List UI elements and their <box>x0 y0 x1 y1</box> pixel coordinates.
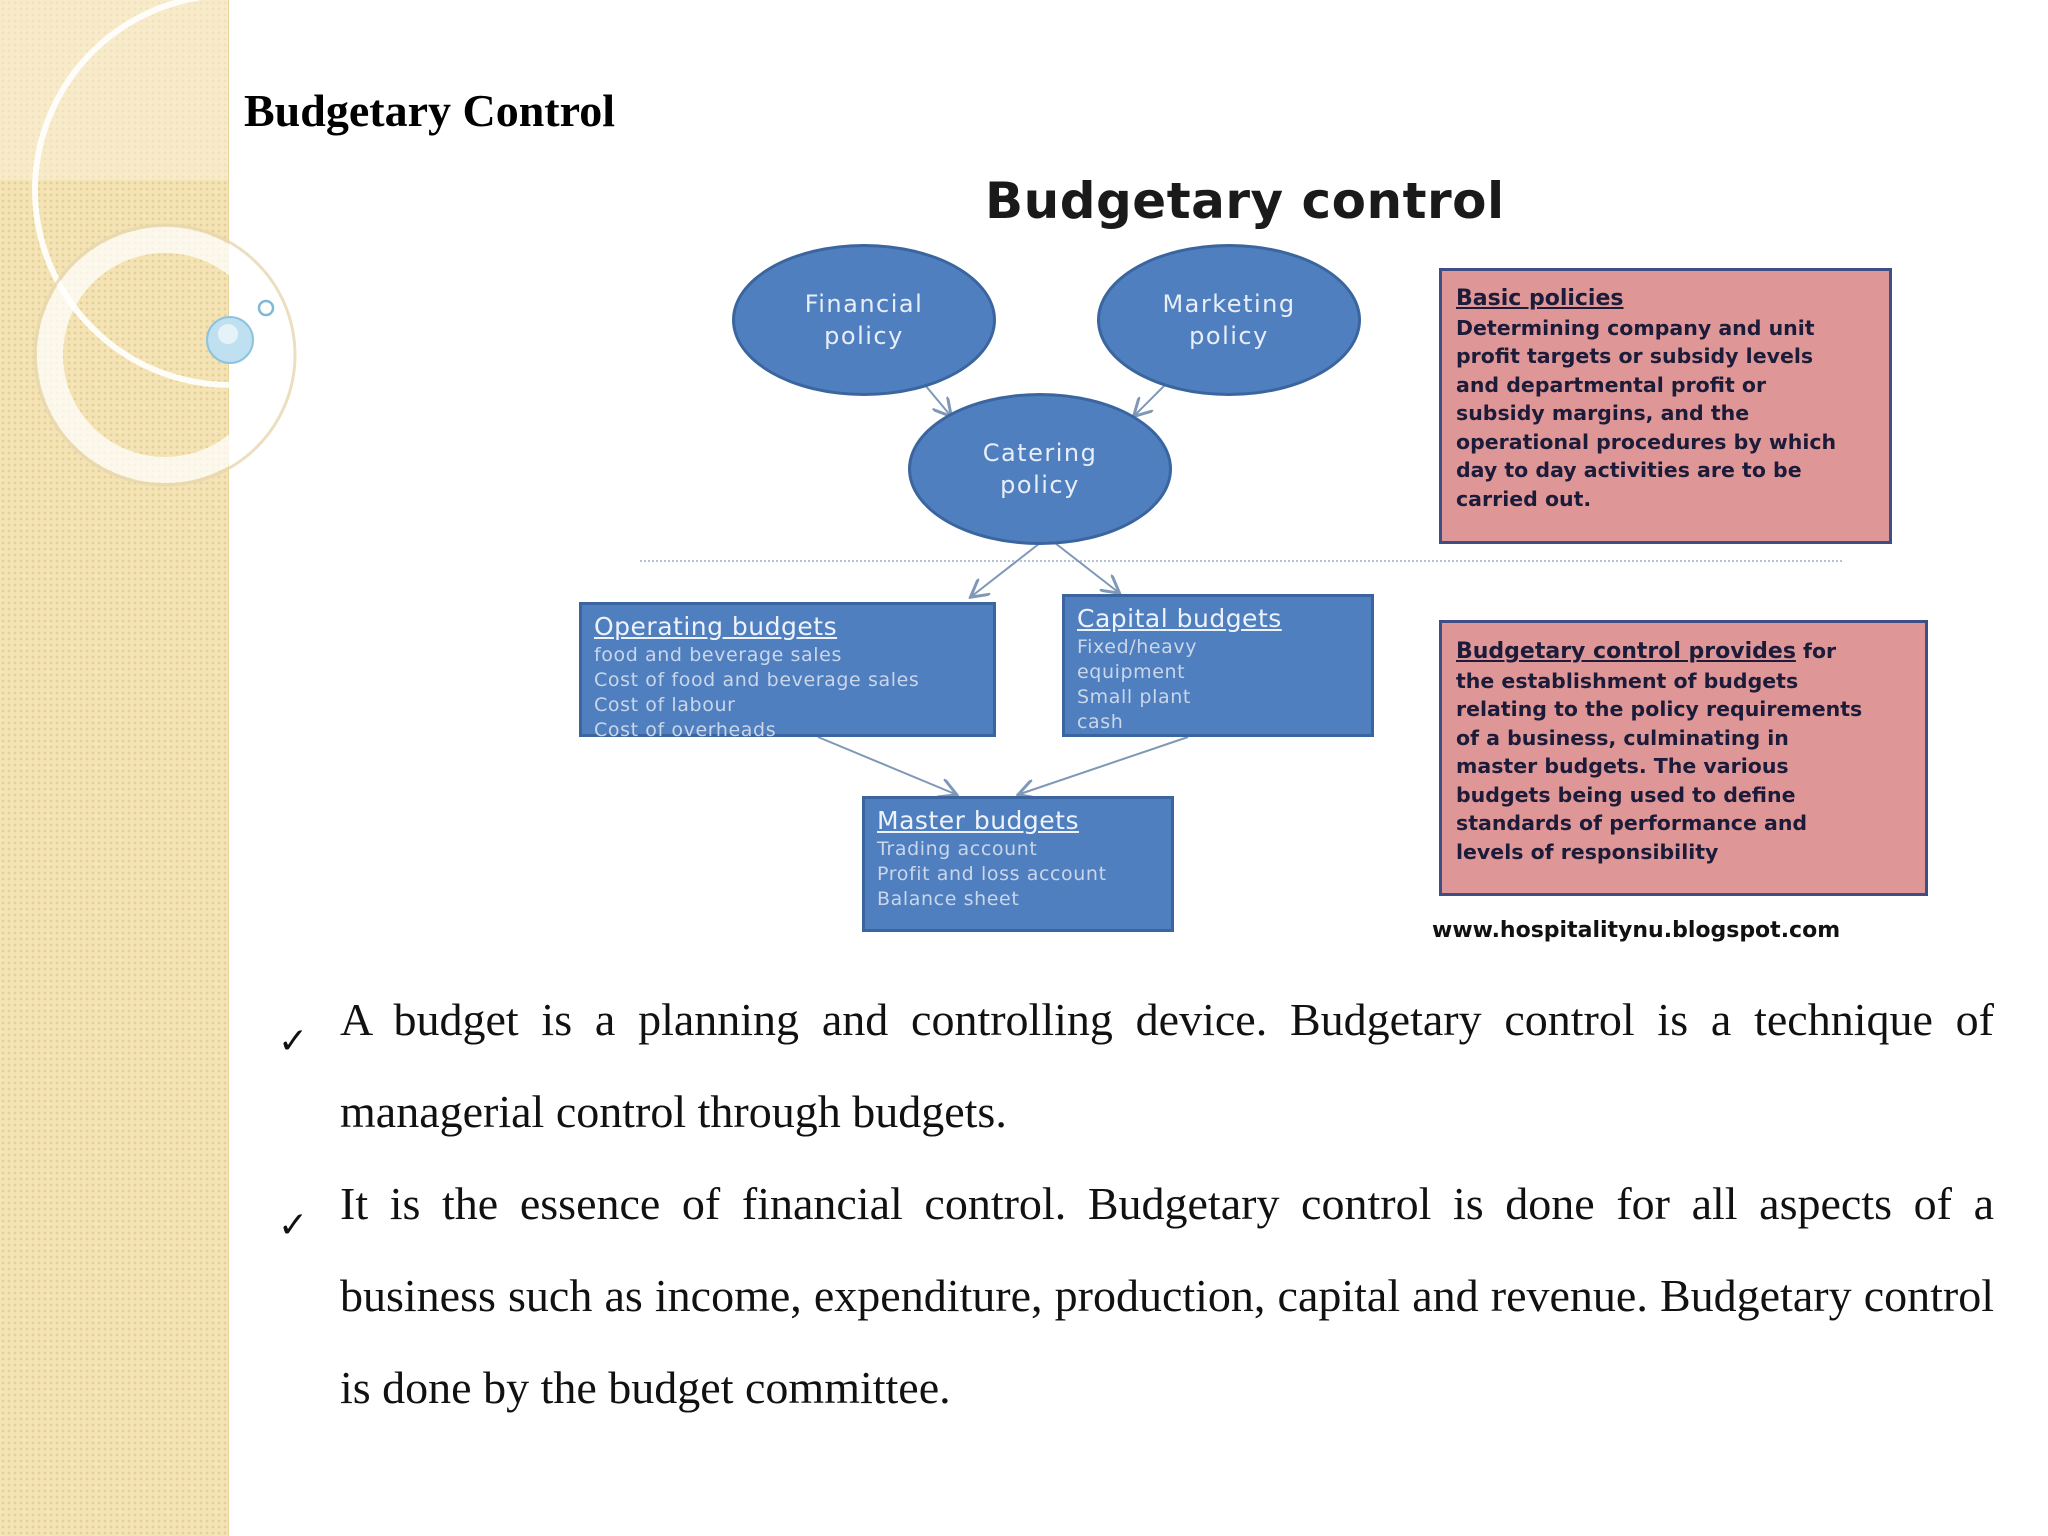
connector-line <box>1135 385 1165 415</box>
box-line: operational procedures by which <box>1456 429 1837 454</box>
catering-policy-node <box>908 393 1172 545</box>
box-line: Cost of overheads <box>594 719 777 741</box>
node-label: Catering <box>982 439 1098 467</box>
slide-title: Budgetary Control <box>244 85 615 136</box>
bullet-text: It is the essence of financial control. Budgetary control is done for all aspects of a business such as income, expenditure, production, capital and revenue. Budgetary control is done by the budget committee. <box>340 1178 1994 1413</box>
box-line: food and beverage sales <box>594 644 842 666</box>
node-label: policy <box>1189 322 1269 350</box>
checkmark-icon: ✓ <box>278 1205 309 1246</box>
box-line: equipment <box>1077 661 1186 683</box>
master-budgets-box <box>862 796 1174 932</box>
bullet-item <box>278 1158 1994 1434</box>
box-heading: Operating budgets <box>594 612 838 641</box>
box-heading: Master budgets <box>877 806 1079 835</box>
connector-line <box>1055 543 1118 592</box>
connector-line <box>818 737 955 794</box>
bullet-text: A budget is a planning and controlling device. Budgetary control is a technique of managerial control through budgets. <box>340 994 1994 1137</box>
box-heading: Basic policies <box>1456 286 1624 311</box>
node-label: policy <box>824 322 904 350</box>
box-line: cash <box>1077 711 1124 733</box>
box-line: levels of responsibility <box>1456 839 1719 864</box>
marketing-policy-node <box>1097 244 1361 396</box>
connector-line <box>972 543 1040 596</box>
bullet-item <box>278 974 1994 1158</box>
box-line: day to day activities are to be <box>1456 458 1802 482</box>
box-line: master budgets. The various <box>1456 754 1789 778</box>
control-provides-box <box>1439 620 1928 896</box>
node-label: policy <box>1000 471 1080 499</box>
node-label: Marketing <box>1162 290 1296 318</box>
box-line: carried out. <box>1456 486 1592 511</box>
operating-budgets-box <box>579 602 996 741</box>
box-line: profit targets or subsidy levels <box>1456 344 1814 368</box>
box-line: relating to the policy requirements <box>1456 697 1863 721</box>
box-line: Determining company and unit <box>1456 315 1815 340</box>
box-line: budgets being used to define <box>1456 782 1796 807</box>
source-website: www.hospitalitynu.blogspot.com <box>1432 918 1841 943</box>
box-line: Fixed/heavy <box>1077 636 1198 658</box>
box-line: Balance sheet <box>877 888 1020 910</box>
node-label: Financial <box>804 290 924 318</box>
box-line: of a business, culminating in <box>1456 725 1789 750</box>
box-line: Cost of labour <box>594 694 736 716</box>
box-line: Small plant <box>1077 686 1191 708</box>
connector-line <box>925 385 950 415</box>
box-heading: Capital budgets <box>1077 604 1282 633</box>
box-line: Profit and loss account <box>877 863 1107 885</box>
box-line: and departmental profit or <box>1456 372 1767 397</box>
checkmark-icon: ✓ <box>278 1021 309 1062</box>
box-line: Trading account <box>877 838 1038 860</box>
basic-policies-box <box>1439 268 1892 544</box>
box-line: Cost of food and beverage sales <box>594 669 920 691</box>
box-heading: Budgetary control provides <box>1456 639 1796 664</box>
box-line: subsidy margins, and the <box>1456 401 1750 425</box>
financial-policy-node <box>732 244 996 396</box>
box-heading-tail: for <box>1795 639 1837 663</box>
decorative-rings <box>0 0 300 520</box>
diagram-title: Budgetary control <box>985 172 1505 230</box>
connector-line <box>1020 737 1188 794</box>
box-line: standards of performance and <box>1456 811 1808 835</box>
capital-budgets-box <box>1062 594 1374 737</box>
box-line: the establishment of budgets <box>1456 668 1799 693</box>
